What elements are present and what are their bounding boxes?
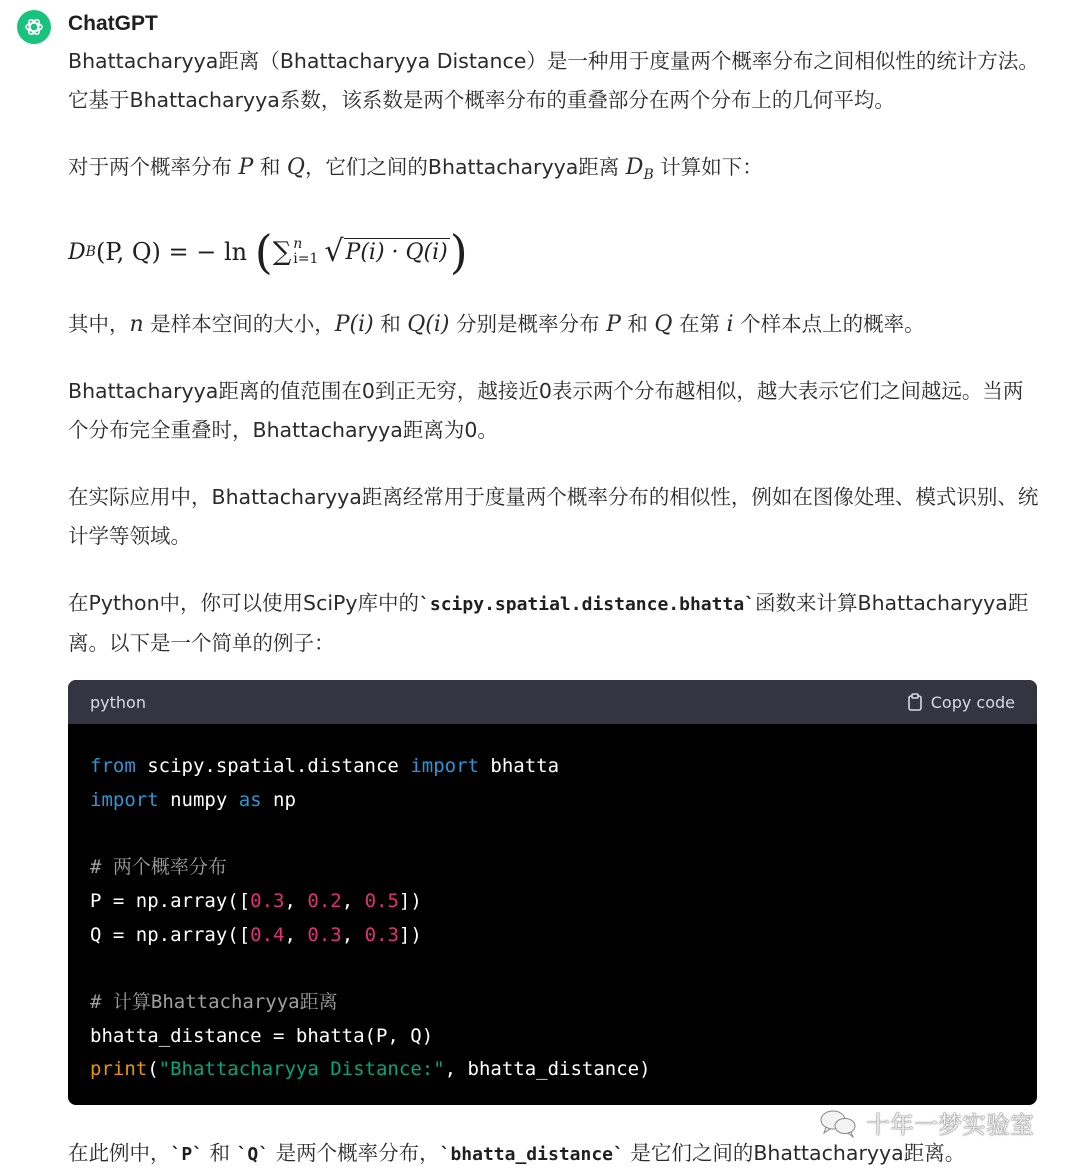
- code-text: scipy.spatial.distance: [135, 755, 411, 777]
- formula-sum: ∑: [272, 236, 292, 267]
- text: ，它们之间的Bhattacharyya距离: [304, 155, 626, 179]
- code-number: 0.3: [307, 923, 342, 946]
- code-keyword: import: [90, 788, 159, 811]
- clipboard-icon: [907, 693, 923, 711]
- text: 和: [253, 155, 287, 179]
- formula-lower: i=1: [293, 251, 319, 267]
- code-line-10: [90, 1058, 651, 1080]
- inline-code: `Q`: [236, 1144, 270, 1165]
- paragraph-range: Bhattacharyya距离的值范围在0到正无穷，越接近0表示两个分布越相似，越大表示它们之间越远。当两个分布完全重叠时，Bhattacharyya距离为0。: [68, 379, 1024, 442]
- code-text: np: [261, 788, 296, 811]
- math-var-q: Q: [286, 155, 305, 180]
- code-text: ,: [284, 923, 308, 946]
- math-var-q: Q: [654, 312, 673, 337]
- code-text: ]): [398, 923, 422, 946]
- code-string: "Bhattacharyya Distance:": [158, 1058, 445, 1081]
- formula-limits: [293, 237, 318, 267]
- code-number: 0.5: [364, 889, 399, 912]
- sender-name: ChatGPT: [68, 12, 158, 35]
- math-var-i: i: [726, 312, 734, 337]
- paragraph-where: [68, 305, 1043, 344]
- watermark-text: 十年一梦实验室: [866, 1111, 1034, 1139]
- inline-code: `bhatta_distance`: [439, 1144, 624, 1165]
- chatgpt-avatar: [17, 10, 51, 44]
- formula-lhs: D: [68, 239, 86, 265]
- openai-logo-icon: [22, 15, 46, 39]
- text: 是两个概率分布，: [269, 1141, 440, 1165]
- text: 函数来计算Bhattacharyya距离。以下是一个简单的例子：: [68, 591, 1029, 655]
- formula-upper: n: [293, 236, 303, 252]
- math-var-p: P: [606, 312, 621, 337]
- paragraph-definition: [68, 148, 1043, 195]
- code-text: numpy: [158, 788, 239, 811]
- code-line-2: [90, 789, 296, 811]
- text: 是它们之间的Bhattacharyya距离。: [623, 1141, 966, 1165]
- code-comment: # 计算Bhattacharyya距离: [90, 990, 338, 1013]
- code-text: ]): [398, 889, 422, 912]
- inline-code: `P`: [170, 1144, 204, 1165]
- code-text: ,: [341, 923, 365, 946]
- code-text: (: [147, 1058, 159, 1081]
- text: 是样本空间的大小，: [143, 312, 335, 336]
- math-var-d: D: [625, 155, 644, 180]
- wechat-icon: [818, 1108, 858, 1138]
- paragraph-intro: Bhattacharyya距离（Bhattacharyya Distance）是一种用于度量两个概率分布之间相似性的统计方法。它基于Bhattacharyya系数，该系数是两个概率分布的重叠部分在两个分布上的几何平均。: [68, 49, 1039, 112]
- code-text: Q = np.array([: [90, 923, 251, 946]
- code-text: ,: [284, 889, 308, 912]
- inline-code: `scipy.spatial.distance.bhatta`: [419, 594, 755, 615]
- copy-code-button[interactable]: [907, 693, 1015, 712]
- math-qi: Q(i): [407, 312, 450, 337]
- text: 计算如下：: [653, 155, 763, 179]
- math-var-p: P: [238, 155, 254, 180]
- code-keyword: as: [238, 788, 262, 811]
- text: 在Python中，你可以使用SciPy库中的: [68, 591, 420, 615]
- paragraph-example-note: [68, 1134, 965, 1174]
- text: 和: [620, 312, 655, 336]
- sqrt-sign: √: [324, 234, 344, 269]
- formula-args: (P, Q) = − ln: [95, 237, 255, 266]
- formula-radicand: P(i) · Q(i): [345, 240, 448, 265]
- code-header: [68, 680, 1037, 724]
- formula-sqrt: [324, 234, 449, 269]
- text: 其中，: [68, 312, 130, 336]
- code-line-9: bhatta_distance = bhatta(P, Q): [90, 1024, 434, 1047]
- code-function: print: [90, 1058, 148, 1081]
- message-body: [68, 42, 1043, 691]
- code-line-6: [90, 924, 422, 946]
- code-line-1: [90, 755, 559, 777]
- code-text: ,: [341, 889, 365, 912]
- code-text: bhatta: [478, 755, 560, 777]
- math-sub-b: B: [643, 167, 654, 183]
- code-number: 0.2: [307, 889, 342, 912]
- code-number: 0.4: [250, 923, 285, 946]
- formula-paren-close: ): [449, 225, 468, 279]
- code-number: 0.3: [364, 923, 399, 946]
- paragraph-applications: 在实际应用中，Bhattacharyya距离经常用于度量两个概率分布的相似性，例如在图像处理、模式识别、统计学等领域。: [68, 485, 1039, 548]
- paragraph-python: [68, 584, 1043, 663]
- copy-code-label: Copy code: [930, 692, 1015, 712]
- code-keyword: from: [90, 755, 136, 777]
- text: 在此例中，: [68, 1141, 171, 1165]
- text: 对于两个概率分布: [68, 155, 239, 179]
- text: 和: [203, 1141, 237, 1165]
- text: 个样本点上的概率。: [733, 312, 925, 336]
- formula-lhs-sub: B: [85, 243, 96, 260]
- code-line-5: [90, 890, 422, 912]
- code-text: P = np.array([: [90, 889, 251, 912]
- text: 和: [373, 312, 408, 336]
- code-keyword: import: [410, 755, 479, 777]
- code-comment: # 两个概率分布: [90, 856, 227, 879]
- math-var-n: n: [129, 312, 144, 337]
- code-number: 0.3: [250, 889, 285, 912]
- code-block: [68, 680, 1037, 1105]
- code-text: , bhatta_distance): [444, 1058, 651, 1081]
- code-language: python: [90, 692, 146, 712]
- code-content[interactable]: [68, 724, 1037, 1105]
- text: 在第: [672, 312, 727, 336]
- formula-bhattacharyya: [68, 223, 1043, 281]
- text: 分别是概率分布: [449, 312, 607, 336]
- math-pi: P(i): [334, 312, 374, 337]
- formula-paren-open: (: [254, 225, 273, 279]
